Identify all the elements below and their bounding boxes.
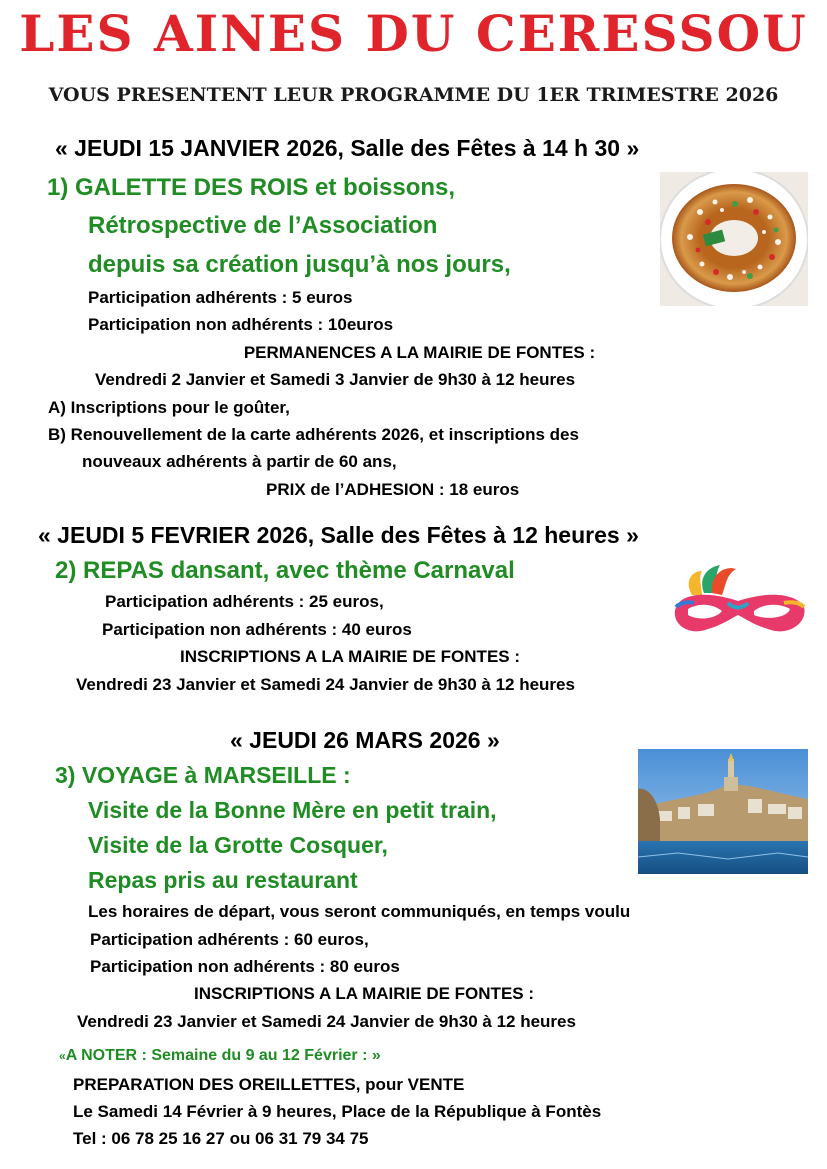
event3-inscriptions: INSCRIPTIONS A LA MAIRIE DE FONTES : <box>194 984 535 1003</box>
event1-date: « JEUDI 15 JANVIER 2026, Salle des Fêtes à 14 h 30 » <box>55 135 640 161</box>
event3-line1: 3) VOYAGE à MARSEILLE : <box>55 762 351 788</box>
event3-line4: Repas pris au restaurant <box>88 867 358 893</box>
page-title: LES AINES DU CERESSOU <box>19 4 808 63</box>
event1-permanences: PERMANENCES A LA MAIRIE DE FONTES : <box>243 343 596 362</box>
event1-item-a: A) Inscriptions pour le goûter, <box>48 398 290 417</box>
carnival-mask-image <box>668 563 810 643</box>
event2-price-nonmembers: Participation non adhérents : 40 euros <box>102 620 412 639</box>
event2-line1: 2) REPAS dansant, avec thème Carnaval <box>55 557 515 584</box>
event2-inscriptions: INSCRIPTIONS A LA MAIRIE DE FONTES : <box>180 647 521 666</box>
event1-line1: 1) GALETTE DES ROIS et boissons, <box>47 174 456 201</box>
event2-date: « JEUDI 5 FEVRIER 2026, Salle des Fêtes à 12 heures » <box>38 522 639 548</box>
event3-dates: Vendredi 23 Janvier et Samedi 24 Janvier de 9h30 à 12 heures <box>77 1012 576 1031</box>
marseille-image <box>638 749 808 874</box>
event1-price-nonmembers: Participation non adhérents : 10euros <box>88 315 394 334</box>
event3-line2: Visite de la Bonne Mère en petit train, <box>88 797 497 823</box>
galette-image <box>660 172 808 306</box>
event3-line3: Visite de la Grotte Cosquer, <box>88 832 388 858</box>
note-line1: PREPARATION DES OREILLETTES, pour VENTE <box>73 1075 465 1094</box>
event1-line2: Rétrospective de l’Association <box>88 212 438 239</box>
note-open-quote: « <box>59 1049 66 1063</box>
event1-dates: Vendredi 2 Janvier et Samedi 3 Janvier de 9h30 à 12 heures <box>95 370 576 389</box>
note-header <box>59 1047 381 1065</box>
event3-date: « JEUDI 26 MARS 2026 » <box>230 727 500 753</box>
note-phone: Tel : 06 78 25 16 27 ou 06 31 79 34 75 <box>73 1129 369 1148</box>
event1-line3: depuis sa création jusqu’à nos jours, <box>88 251 511 278</box>
event2-dates: Vendredi 23 Janvier et Samedi 24 Janvier de 9h30 à 12 heures <box>76 675 575 694</box>
page-subtitle: VOUS PRESENTENT LEUR PROGRAMME DU 1ER TRIMESTRE 2026 <box>48 84 779 106</box>
note-label: A NOTER : Semaine du 9 au 12 Février : » <box>65 1047 381 1064</box>
event3-price-members: Participation adhérents : 60 euros, <box>90 930 369 949</box>
event1-price-members: Participation adhérents : 5 euros <box>88 288 353 307</box>
event1-item-b2: nouveaux adhérents à partir de 60 ans, <box>82 452 397 471</box>
event1-item-b: B) Renouvellement de la carte adhérents 2026, et inscriptions des <box>48 425 579 444</box>
event2-price-members: Participation adhérents : 25 euros, <box>105 592 384 611</box>
event1-prix: PRIX de l’ADHESION : 18 euros <box>266 480 520 499</box>
event3-price-nonmembers: Participation non adhérents : 80 euros <box>90 957 400 976</box>
event3-horaires: Les horaires de départ, vous seront communiqués, en temps voulu <box>88 902 631 921</box>
note-line2: Le Samedi 14 Février à 9 heures, Place de la République à Fontès <box>73 1102 602 1121</box>
